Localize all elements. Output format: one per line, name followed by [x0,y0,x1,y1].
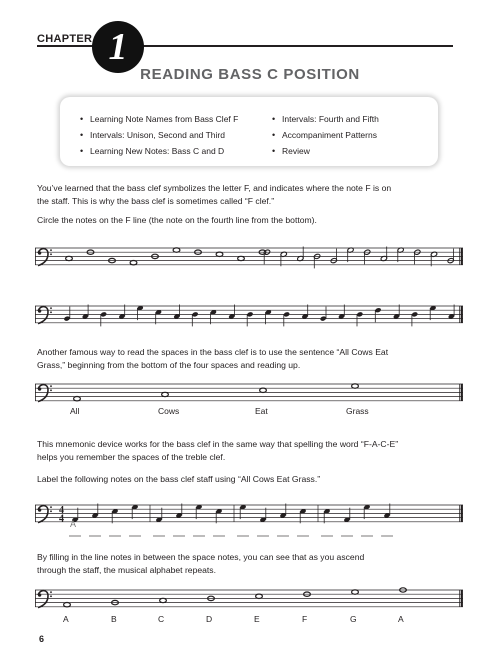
staff-exercise-1 [35,238,465,278]
paragraph-line: You’ve learned that the bass clef symbolizes the letter F, and indicates where the note F is on [37,183,392,193]
staff-4-svg [35,497,465,541]
instruction-f-line: Circle the notes on the F line (the note on the fourth line from the bottom). [37,215,317,225]
whole-note [260,388,267,392]
space-label-grass: Grass [346,406,369,416]
objectives-right-column [272,111,379,159]
example-answer: A [70,519,77,529]
objective-text: Intervals: Unison, Second and Third [90,130,225,140]
time-signature [59,505,64,524]
paragraph-line: This mnemonic device works for the bass clef in the same way that spelling the word “F-A-C-E” [37,439,399,449]
alphabet-label: F [302,614,308,624]
space-label-cows: Cows [158,406,180,416]
alphabet-label: C [158,614,165,624]
paragraph-line: the staff. This is why the bass clef is sometimes called “F clef.” [37,195,275,206]
paragraph-line: through the staff, the musical alphabet repeats. [37,564,216,575]
alphabet-paragraph [37,551,462,576]
bass-clef-icon [38,249,52,266]
bullet-icon: • [272,146,276,156]
chapter-label: CHAPTER [37,33,93,45]
whole-note [130,261,137,265]
intro-paragraph [37,182,462,207]
bass-clef-icon [38,506,52,523]
bullet-icon: • [80,146,84,156]
staff-exercise-2 [35,296,465,336]
bass-clef-icon [38,307,52,324]
whole-note [74,397,81,401]
chapter-number: 1 [108,26,128,68]
bullet-icon: • [272,114,276,124]
page-title: READING BASS C POSITION [140,66,360,83]
staff-spaces [35,378,465,408]
objective-text: Learning New Notes: Bass C and D [90,146,225,156]
objectives-box [60,97,438,166]
page-number: 6 [39,634,45,644]
whole-note [66,256,73,260]
staff-1-svg [35,238,465,278]
paragraph-line: Grass,” beginning from the bottom of the four spaces and reading up. [37,359,301,370]
space-label-eat: Eat [255,406,268,416]
staff-5-svg [35,584,465,614]
staff-2-svg [35,296,465,336]
alphabet-label: G [350,614,357,624]
bullet-icon: • [80,130,84,140]
whole-note [352,590,359,594]
bullet-icon: • [80,114,84,124]
whole-note [352,384,359,388]
whole-note [216,252,223,256]
objective-text: Learning Note Names from Bass Clef F [90,114,239,124]
whole-note [160,598,167,602]
whole-note [238,256,245,260]
bass-clef-icon [38,591,52,608]
whole-note [162,392,169,396]
whole-note [173,248,180,252]
bass-clef-icon [38,385,52,402]
alphabet-label: B [111,614,117,624]
objective-item [80,111,238,127]
face-paragraph [37,438,462,463]
objective-item [80,127,238,143]
staff-alphabet [35,584,465,614]
whole-note [64,603,71,607]
all-cows-paragraph [37,346,462,371]
objective-item [272,111,379,127]
whole-note [256,594,263,598]
paragraph-line: helps you remember the spaces of the treble clef. [37,451,226,462]
objective-item [272,143,379,159]
objectives-left-column [80,111,238,159]
svg-text:4: 4 [59,504,64,516]
alphabet-label: A [398,614,404,624]
label-instruction: Label the following notes on the bass clef staff using “All Cows Eat Grass.” [37,474,321,484]
staff-label-exercise [35,497,465,541]
alphabet-label: D [206,614,213,624]
svg-text:4: 4 [59,513,64,525]
alphabet-label: E [254,614,260,624]
objective-item [80,143,238,159]
paragraph-line: By filling in the line notes in between the space notes, you can see that as you ascend [37,552,365,562]
alphabet-label: A [63,614,69,624]
space-label-all: All [70,406,80,416]
bullet-icon: • [272,130,276,140]
objective-text: Review [282,146,310,156]
staff-3-svg [35,378,465,408]
objective-text: Intervals: Fourth and Fifth [282,114,379,124]
objective-text: Accompaniment Patterns [282,130,377,140]
paragraph-line: Another famous way to read the spaces in the bass clef is to use the sentence “All Cows Eat [37,347,389,357]
objective-item [272,127,379,143]
